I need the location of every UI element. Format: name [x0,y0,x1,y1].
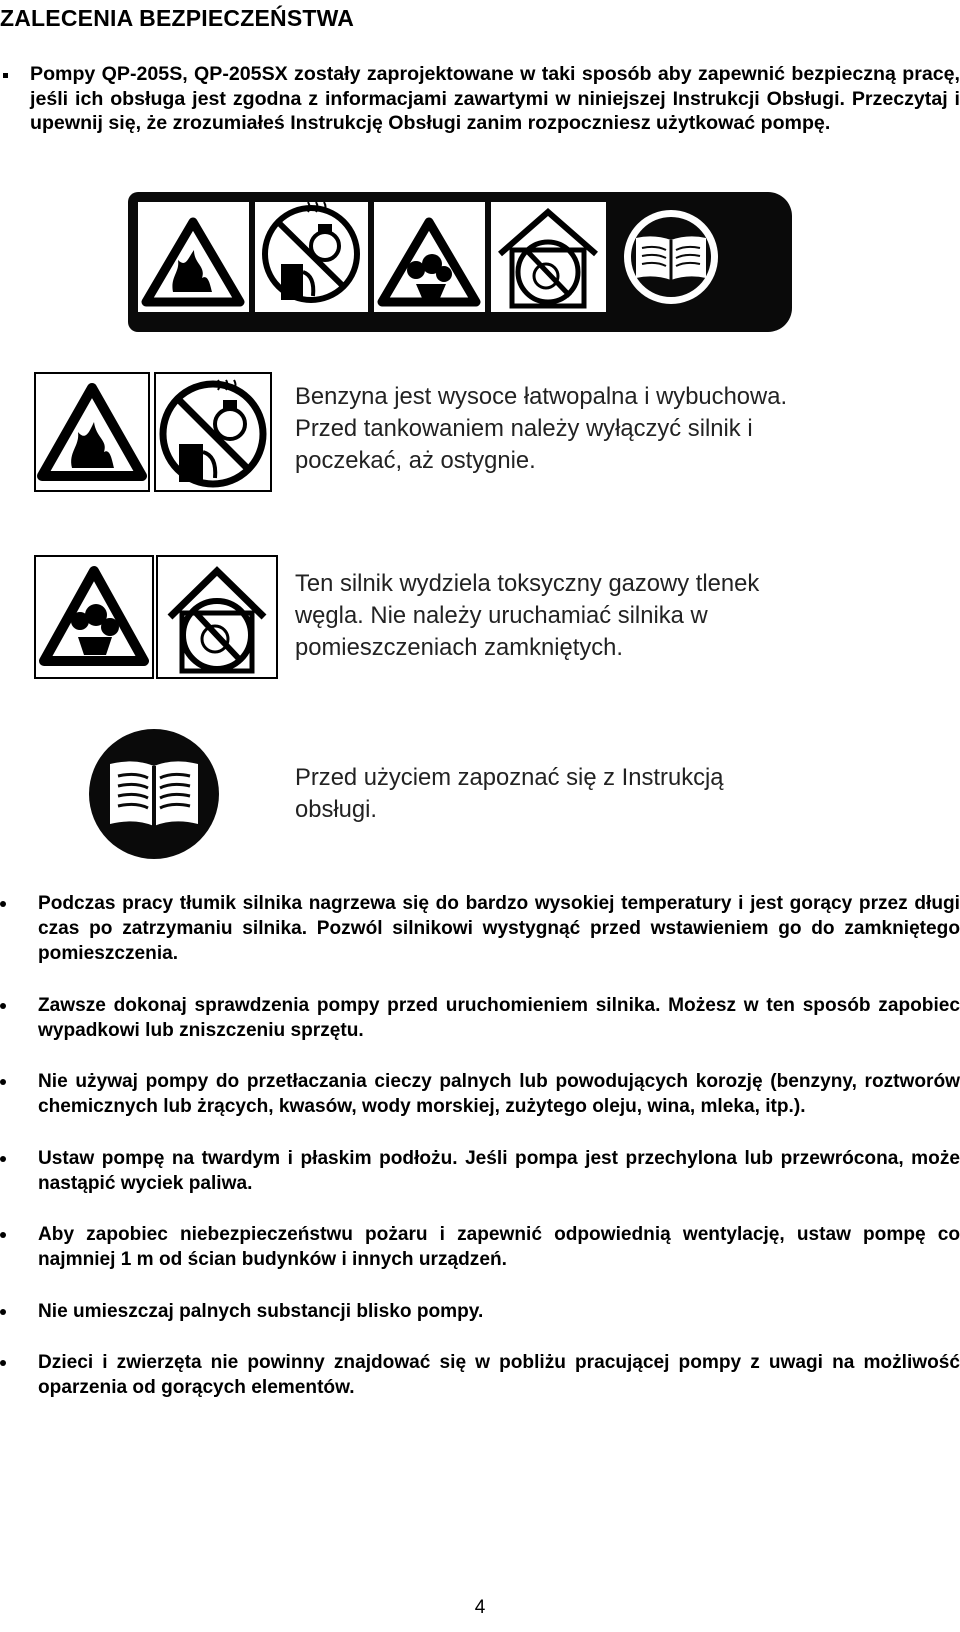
sign-manual-text [295,762,724,826]
read-manual-icon [624,210,718,304]
manual-sign-pictogram [88,728,220,860]
sign-toxic-line-2: węgla. Nie należy uruchamiać silnika w [295,602,708,629]
sign-manual-line-1: Przed użyciem zapoznać się z Instrukcją [295,764,724,791]
list-item [0,1069,960,1119]
sign-toxic-line-3: pomieszczeniach zamkniętych. [295,634,624,661]
book-icon [89,729,219,859]
page-number: 4 [474,1597,486,1618]
sign-manual-line-2: obsługi. [295,796,378,823]
list-item-text: Zawsze dokonaj sprawdzenia pompy przed uruchomieniem silnika. Możesz w ten sposób zapobiec wypadkowi lub zniszczeniu sprzętu. [38,994,960,1041]
intro-paragraph: Pompy QP-205S, QP-205SX zostały zaprojektowane w taki sposób aby zapewnić bezpieczną pracę, jeśli ich obsługa jest zgodna z informacjami zawartymi w niniejszej Instrukcji Obsługi. Przeczytaj i upewnij się, że zrozumiałeś Instrukcję Obsługi zanim rozpoczniesz użytkować pompę. [30,63,960,135]
fire-sign-pictograms [34,372,272,492]
sign-toxic-text [295,568,759,664]
list-item-text: Ustaw pompę na twardym i płaskim podłożu. Jeśli pompa jest przechylona lub przewrócona, może nastąpić wyciek paliwa. [38,1147,960,1194]
bullet-icon [0,1156,6,1162]
list-item-text: Aby zapobiec niebezpieczeństwu pożaru i zapewnić odpowiednią wentylację, ustaw pompę co najmniej 1 m od ścian budynków i innych urządzeń. [38,1224,960,1270]
sign-toxic-line-1: Ten silnik wydziela toksyczny gazowy tlenek [295,570,760,597]
list-item [0,1222,960,1272]
sign-fire-line-3: poczekać, aż ostygnie. [295,447,536,474]
sign-fire-line-2: Przed tankowaniem należy wyłączyć silnik i [295,415,753,442]
bullet-icon [0,1079,6,1085]
list-item-text: Podczas pracy tłumik silnika nagrzewa się do bardzo wysokiej temperatury i jest gorący przez długi czas po zatrzymaniu silnika. Pozwól silnikowi wystygnąć przed wstawieniem go do zamkniętego pomieszczenia. [38,893,960,964]
list-item-text: Nie używaj pompy do przetłaczania cieczy palnych lub powodujących korozję (benzyny, roztworów chemicznych lub żrących, kwasów, wody morskiej, zużytego oleju, wina, mleka, itp.). [38,1071,960,1117]
square-bullet-icon [3,73,8,78]
list-item-text: Dzieci i zwierzęta nie powinny znajdować się w pobliżu pracującej pompy z uwagi na możliwość oparzenia od gorących elementów. [38,1352,960,1398]
sign-fire-line-1: Benzyna jest wysoce łatwopalna i wybuchowa. [295,383,788,410]
list-item-text: Nie umieszczaj palnych substancji blisko pompy. [38,1300,484,1322]
toxic-sign-pictograms [34,555,278,679]
list-item [0,1299,960,1324]
bullet-icon [0,1232,6,1238]
list-item [0,1146,960,1196]
page-title: ZALECENIA BEZPIECZEŃSTWA [0,5,355,31]
bullet-icon [0,1360,6,1366]
bullet-icon [0,1003,6,1009]
list-item [0,891,960,966]
sign-fire-text [295,381,787,477]
list-item [0,993,960,1043]
bullet-icon [0,901,6,907]
safety-bullet-list [0,891,960,1427]
list-item [0,1350,960,1400]
bullet-icon [0,1309,6,1315]
warning-label-strip [128,192,792,332]
